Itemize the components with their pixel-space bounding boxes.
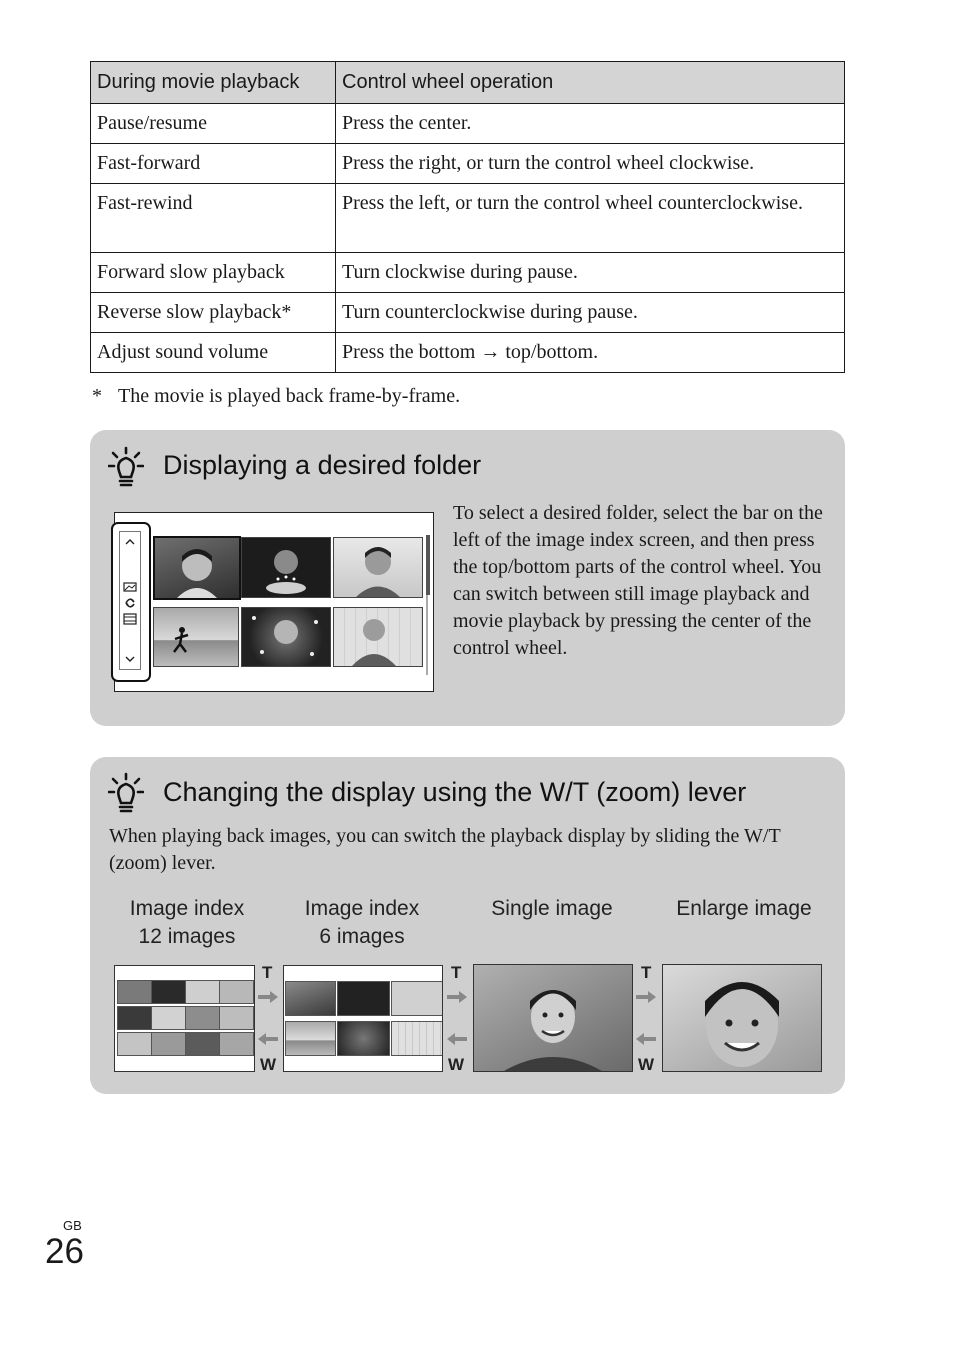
table-cell: Forward slow playback <box>91 253 336 293</box>
table-cell: Adjust sound volume <box>91 333 336 373</box>
table-row <box>91 144 845 184</box>
region-code: GB <box>63 1218 82 1233</box>
folder-bar-icons <box>120 532 140 669</box>
tip-body: When playing back images, you can switch the playback display by sliding the W/T (zoom) lever. <box>109 825 781 874</box>
thumbnail-image <box>391 1021 443 1056</box>
birthday-cake-picture <box>242 538 330 597</box>
page-number: 26 <box>45 1232 84 1271</box>
chevron-up-icon <box>126 540 134 544</box>
thumbnail-image <box>285 981 336 1016</box>
wide-label: W <box>638 1055 655 1074</box>
thumbnail-image <box>219 980 254 1004</box>
thumbnail-image <box>219 1006 254 1030</box>
table-cell: Press the left, or turn the control wheel counterclockwise. <box>336 184 845 253</box>
table-row <box>91 184 845 253</box>
thumbnail-image <box>151 980 186 1004</box>
table-row <box>91 293 845 333</box>
footnote-text: The movie is played back frame-by-frame. <box>118 385 461 407</box>
movie-icon <box>124 614 136 624</box>
wide-label: W <box>448 1055 465 1074</box>
scrollbar-track[interactable] <box>426 595 428 675</box>
caption-enlarge-image <box>664 895 824 923</box>
table-cell: Fast-rewind <box>91 184 336 253</box>
table-cell: Press the center. <box>336 104 845 144</box>
chevron-down-icon <box>126 657 134 661</box>
image-index-6-illustration <box>283 965 443 1072</box>
thumbnail-image <box>391 981 443 1016</box>
child-portrait-picture <box>155 538 239 598</box>
thumbnail-image <box>151 1006 186 1030</box>
arrow-right-icon <box>636 991 656 1003</box>
lightbulb-icon <box>108 772 144 816</box>
thumbnail-image <box>333 607 423 667</box>
tip-title: Changing the display using the W/T (zoom) lever <box>163 777 747 807</box>
footnote <box>92 385 460 408</box>
thumbnail-image <box>241 607 331 667</box>
table-row <box>91 333 845 373</box>
image-index-screen-illustration <box>114 512 434 692</box>
caption-image-index-6 <box>282 895 442 951</box>
thumbnail-image <box>333 537 423 598</box>
single-image-illustration <box>473 964 633 1072</box>
runner-on-beach-picture <box>154 608 238 666</box>
tip-title: Displaying a desired folder <box>163 450 482 480</box>
thumbnail-image <box>337 981 390 1016</box>
image-index-12-illustration <box>114 965 255 1072</box>
table-cell: Reverse slow playback* <box>91 293 336 333</box>
thumbnail-image <box>117 1032 152 1056</box>
thumbnail-image <box>285 1021 336 1056</box>
thumbnail-image <box>153 607 239 667</box>
thumbnail-image <box>117 980 152 1004</box>
table-row <box>91 104 845 144</box>
column-header: During movie playback <box>91 62 336 104</box>
table-cell: Turn counterclockwise during pause. <box>336 293 845 333</box>
caption-line: Enlarge image <box>676 897 812 920</box>
movie-playback-table <box>90 61 845 373</box>
table-cell: Fast-forward <box>91 144 336 184</box>
child-smiling-picture <box>334 538 422 597</box>
tele-label: T <box>641 963 652 982</box>
caption-line: 6 images <box>319 925 405 948</box>
caption-line: Image index <box>129 897 245 920</box>
tip-body: To select a desired folder, select the bar on the left of the image index screen, and then press the top/bottom parts of the control wheel. You can switch between still image playback and movie playback by pressing the center of the control wheel. <box>453 502 823 659</box>
thumbnail-image <box>117 1006 152 1030</box>
caption-line: Single image <box>491 897 613 920</box>
table-row <box>91 253 845 293</box>
arrow-left-icon <box>636 1033 656 1045</box>
column-header: Control wheel operation <box>336 62 845 104</box>
table-cell: Pause/resume <box>91 104 336 144</box>
thumbnail-image <box>185 980 220 1004</box>
caption-line: 12 images <box>138 925 236 948</box>
enlarged-image-illustration <box>662 964 822 1072</box>
thumbnail-image <box>153 536 241 600</box>
thumbnail-image <box>151 1032 186 1056</box>
lightbulb-icon <box>108 446 144 490</box>
arrow-left-icon <box>447 1033 467 1045</box>
table-header-row <box>91 62 845 104</box>
child-with-lights-picture <box>242 608 330 666</box>
table-cell: Press the right, or turn the control wheel clockwise. <box>336 144 845 184</box>
table-cell: Turn clockwise during pause. <box>336 253 845 293</box>
thumbnail-image <box>241 537 331 598</box>
footnote-marker: * <box>92 385 102 407</box>
child-portrait-picture <box>474 965 632 1071</box>
scrollbar-thumb[interactable] <box>426 535 430 595</box>
folder-bar-inner <box>119 531 141 670</box>
arrow-right-icon <box>258 991 278 1003</box>
arrow-left-icon <box>258 1033 278 1045</box>
tele-label: T <box>451 963 462 982</box>
tele-label: T <box>262 963 273 982</box>
arrow-right-icon <box>447 991 467 1003</box>
thumbnail-image <box>185 1032 220 1056</box>
caption-image-index-12 <box>107 895 267 951</box>
caption-line: Image index <box>304 897 420 920</box>
thumbnail-image <box>337 1021 390 1056</box>
thumbnail-image <box>185 1006 220 1030</box>
wide-label: W <box>260 1055 277 1074</box>
table-cell: Press the bottom → top/bottom. <box>336 333 845 373</box>
folder-selection-bar[interactable] <box>111 522 151 682</box>
switch-icon <box>126 599 134 607</box>
caption-single-image <box>472 895 632 923</box>
thumbnail-image <box>219 1032 254 1056</box>
child-portrait-closeup-picture <box>663 965 821 1071</box>
boy-in-plaid-shirt-picture <box>334 608 422 666</box>
